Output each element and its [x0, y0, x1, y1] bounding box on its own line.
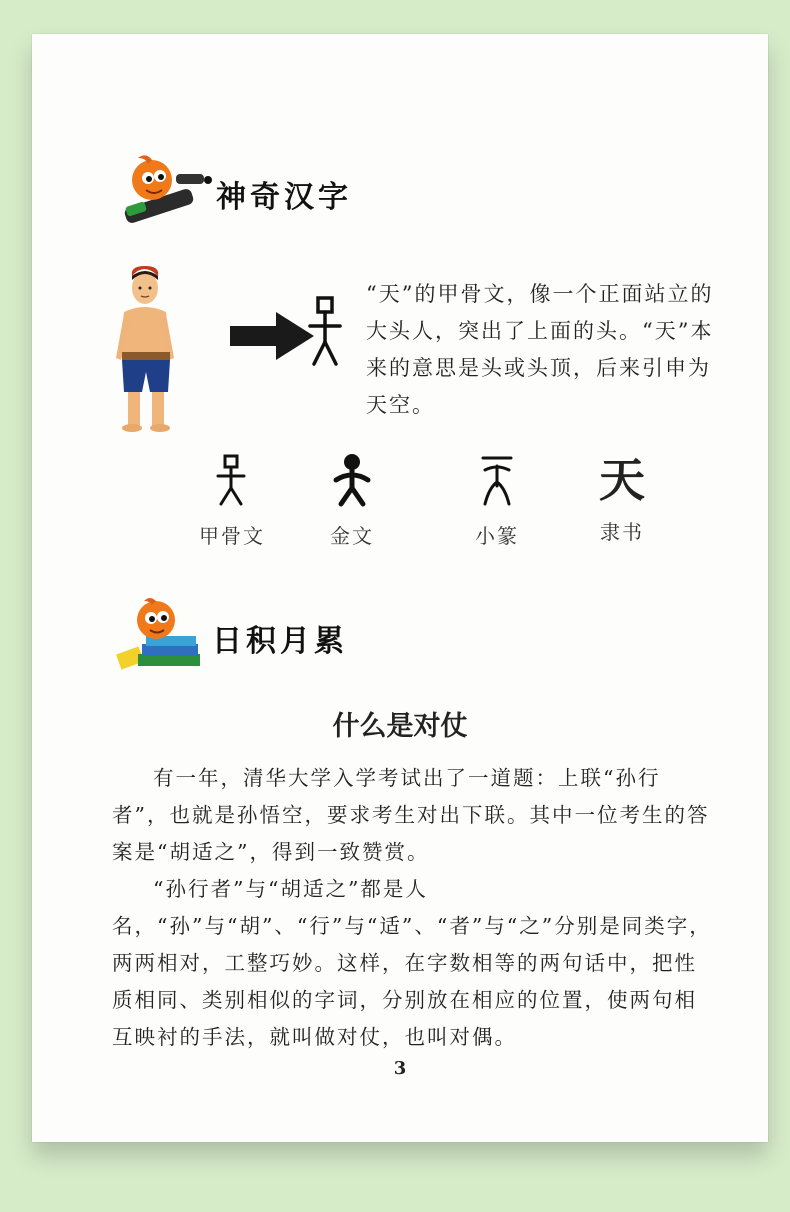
intro-paragraph: “天”的甲骨文，像一个正面站立的大头人，突出了上面的头。“天”本来的意思是头或头顶，后来引申为天空。 [366, 282, 714, 417]
clerical-glyph: 天 [599, 453, 645, 507]
article-body [112, 760, 712, 1056]
article-title: 什么是对仗 [332, 711, 468, 742]
standing-man-image [116, 266, 174, 432]
form-label-oracle: 甲骨文 [199, 524, 265, 548]
form-label-seal: 小篆 [475, 524, 519, 548]
oracle-glyph [212, 452, 252, 508]
mascot-books-icon [116, 598, 212, 678]
form-oracle [177, 452, 287, 549]
script-forms [192, 452, 662, 562]
section-header-magic-chars [116, 154, 352, 234]
form-label-clerical: 隶书 [600, 520, 644, 544]
form-seal [442, 452, 552, 549]
article-paragraph-2: “孙行者”与“胡适之”都是人名，“孙”与“胡”、“行”与“适”、“者”与“之”分别是同类字，两两相对，工整巧妙。这样，在字数相等的两句话中，把性质相同、类别相似的字词，分别放在相应的位置，使两句相互映衬的手法，就叫做对仗，也叫对偶。 [112, 877, 712, 1049]
bronze-glyph [332, 452, 372, 508]
section-title-accumulate: 日积月累 [212, 624, 348, 659]
book-page [32, 34, 768, 1142]
oracle-tian-glyph [310, 298, 340, 364]
section-title-magic-chars: 神奇汉字 [216, 180, 352, 215]
mascot-brush-icon [116, 154, 216, 234]
page-number: 3 [393, 1058, 407, 1079]
tian-illustration [110, 256, 350, 436]
seal-glyph [477, 452, 517, 508]
form-label-bronze: 金文 [330, 524, 374, 548]
section-header-accumulate [116, 598, 348, 678]
arrow-icon [230, 312, 314, 360]
article-paragraph-1: 有一年，清华大学入学考试出了一道题：上联“孙行者”，也就是孙悟空，要求考生对出下联。其中一位考生的答案是“胡适之”，得到一致赞赏。 [112, 766, 710, 864]
form-bronze [297, 452, 407, 549]
form-clerical [567, 452, 677, 545]
